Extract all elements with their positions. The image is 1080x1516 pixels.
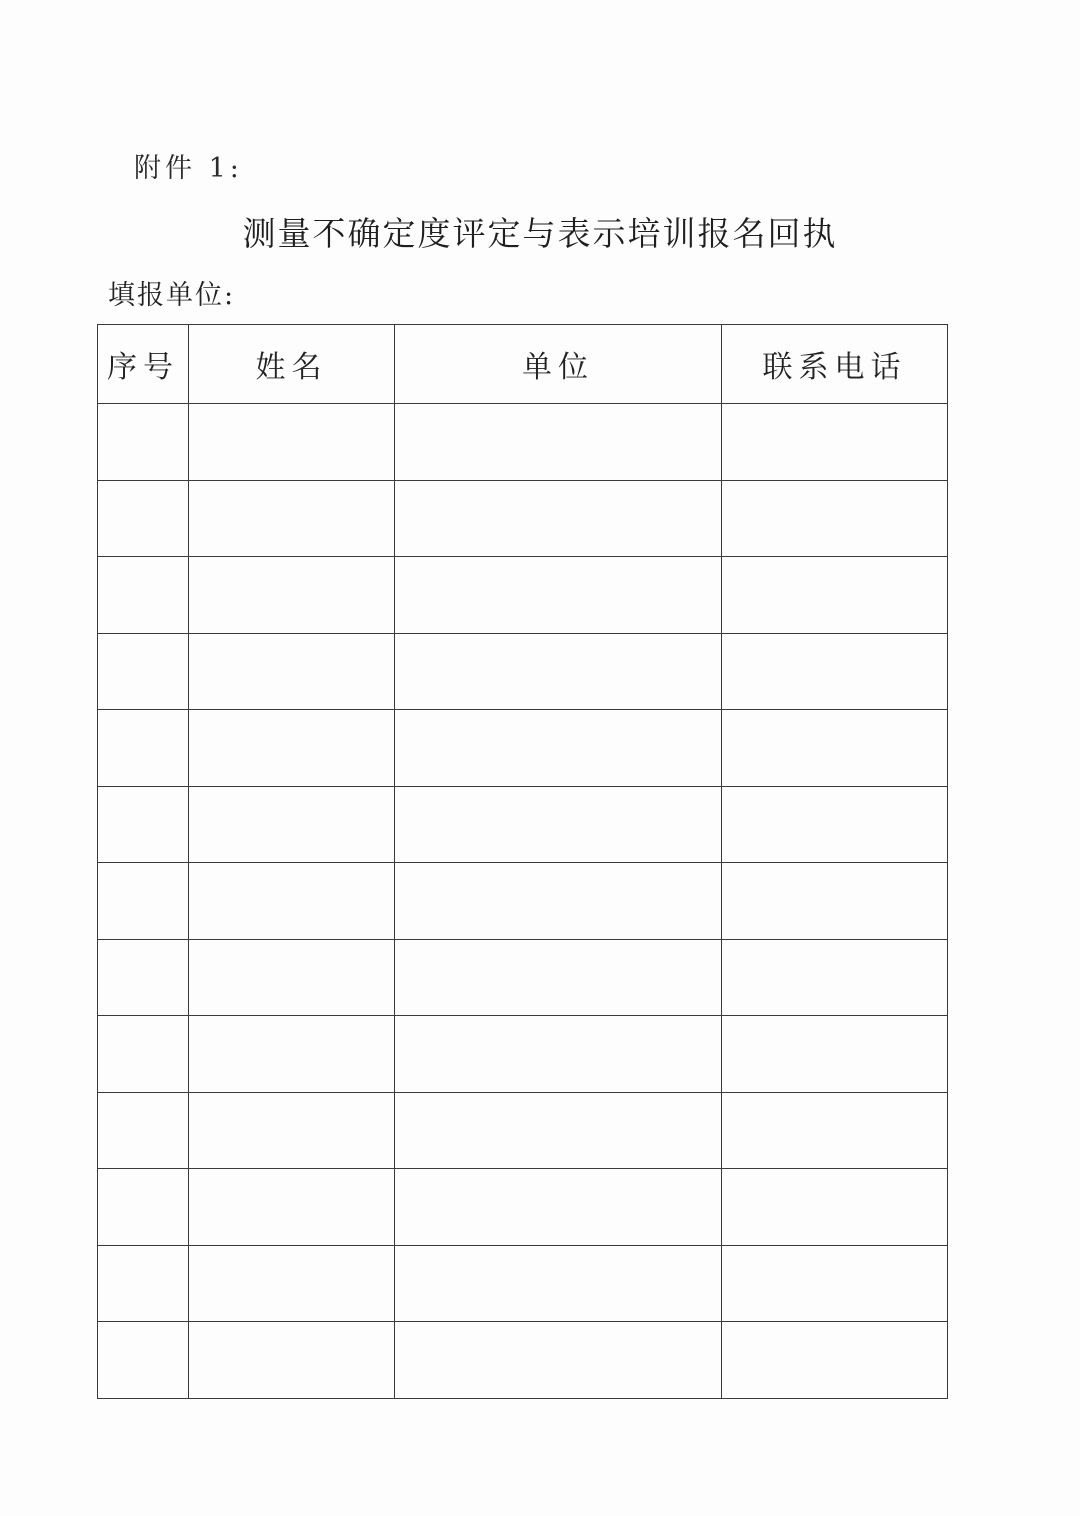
table-row — [98, 1322, 948, 1399]
cell-seq[interactable] — [98, 1016, 189, 1093]
cell-phone[interactable] — [722, 1016, 948, 1093]
cell-name[interactable] — [189, 633, 395, 710]
cell-seq[interactable] — [98, 1092, 189, 1169]
filling-unit-label: 填报单位: — [108, 280, 236, 311]
cell-name[interactable] — [189, 1092, 395, 1169]
cell-phone[interactable] — [722, 1169, 948, 1246]
cell-seq[interactable] — [98, 404, 189, 481]
cell-phone[interactable] — [722, 1322, 948, 1399]
cell-seq[interactable] — [98, 1169, 189, 1246]
cell-phone[interactable] — [722, 786, 948, 863]
cell-seq[interactable] — [98, 863, 189, 940]
table-row — [98, 557, 948, 634]
cell-unit[interactable] — [395, 480, 722, 557]
cell-seq[interactable] — [98, 786, 189, 863]
cell-name[interactable] — [189, 480, 395, 557]
cell-unit[interactable] — [395, 786, 722, 863]
table-row — [98, 404, 948, 481]
cell-name[interactable] — [189, 863, 395, 940]
cell-unit[interactable] — [395, 710, 722, 787]
cell-unit[interactable] — [395, 863, 722, 940]
cell-phone[interactable] — [722, 710, 948, 787]
table-header-row — [98, 325, 948, 404]
table-row — [98, 1245, 948, 1322]
cell-seq[interactable] — [98, 939, 189, 1016]
cell-seq[interactable] — [98, 710, 189, 787]
table-row — [98, 480, 948, 557]
cell-unit[interactable] — [395, 633, 722, 710]
document-title: 测量不确定度评定与表示培训报名回执 — [242, 214, 838, 253]
table-row — [98, 1016, 948, 1093]
cell-name[interactable] — [189, 404, 395, 481]
table-body — [98, 404, 948, 1399]
cell-name[interactable] — [189, 786, 395, 863]
registration-table — [97, 324, 948, 1399]
cell-unit[interactable] — [395, 1169, 722, 1246]
cell-seq[interactable] — [98, 557, 189, 634]
header-unit: 单位 — [395, 325, 722, 404]
cell-seq[interactable] — [98, 1245, 189, 1322]
cell-phone[interactable] — [722, 1092, 948, 1169]
cell-unit[interactable] — [395, 1092, 722, 1169]
cell-seq[interactable] — [98, 480, 189, 557]
table-row — [98, 710, 948, 787]
cell-phone[interactable] — [722, 404, 948, 481]
cell-unit[interactable] — [395, 557, 722, 634]
table-row — [98, 863, 948, 940]
cell-name[interactable] — [189, 557, 395, 634]
cell-unit[interactable] — [395, 1016, 722, 1093]
header-seq: 序号 — [98, 325, 189, 404]
cell-name[interactable] — [189, 1322, 395, 1399]
table-row — [98, 786, 948, 863]
cell-unit[interactable] — [395, 1322, 722, 1399]
table-row — [98, 939, 948, 1016]
table-row — [98, 1169, 948, 1246]
cell-phone[interactable] — [722, 1245, 948, 1322]
header-name: 姓名 — [189, 325, 395, 404]
attachment-label: 附件 1: — [134, 153, 243, 184]
table-row — [98, 1092, 948, 1169]
cell-phone[interactable] — [722, 480, 948, 557]
cell-name[interactable] — [189, 1016, 395, 1093]
header-phone: 联系电话 — [722, 325, 948, 404]
cell-phone[interactable] — [722, 939, 948, 1016]
cell-phone[interactable] — [722, 863, 948, 940]
cell-phone[interactable] — [722, 633, 948, 710]
cell-name[interactable] — [189, 710, 395, 787]
cell-seq[interactable] — [98, 1322, 189, 1399]
cell-unit[interactable] — [395, 939, 722, 1016]
cell-name[interactable] — [189, 939, 395, 1016]
cell-name[interactable] — [189, 1169, 395, 1246]
table-row — [98, 633, 948, 710]
cell-unit[interactable] — [395, 404, 722, 481]
cell-phone[interactable] — [722, 557, 948, 634]
cell-name[interactable] — [189, 1245, 395, 1322]
cell-seq[interactable] — [98, 633, 189, 710]
cell-unit[interactable] — [395, 1245, 722, 1322]
